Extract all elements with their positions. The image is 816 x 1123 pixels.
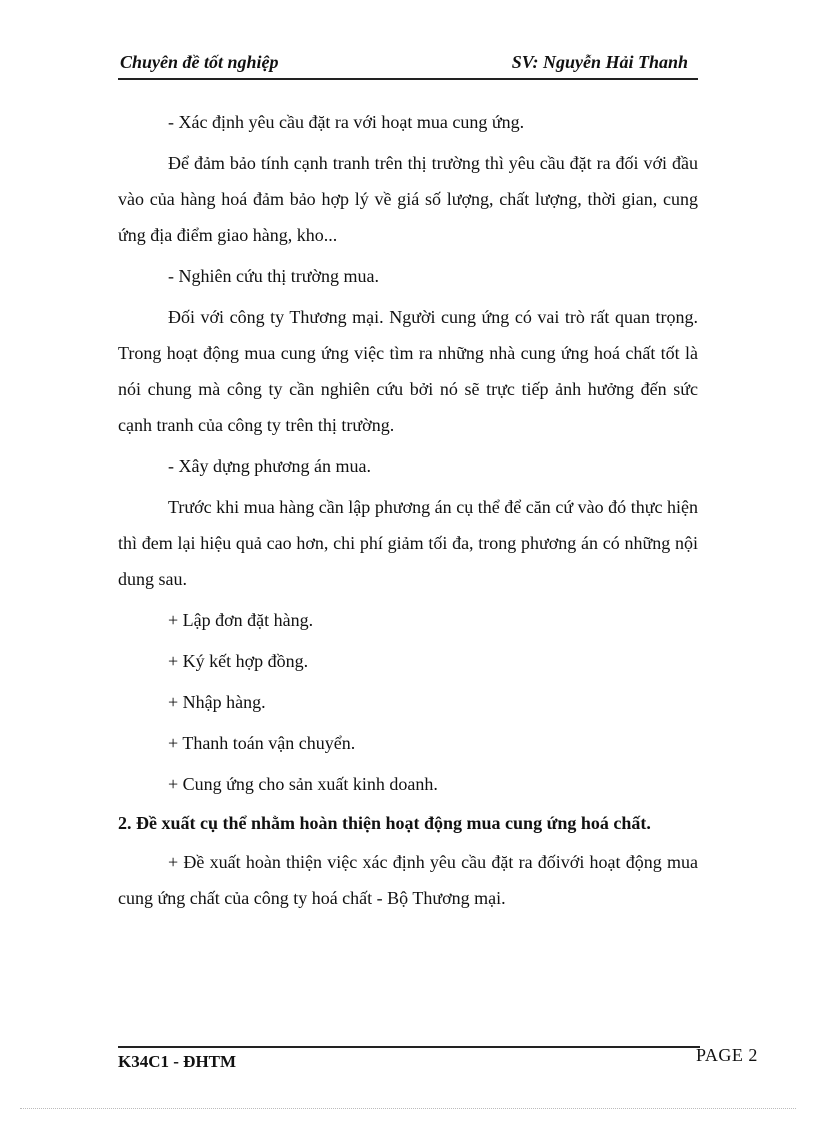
list-item: + Thanh toán vận chuyển. bbox=[168, 733, 356, 753]
footer-course: K34C1 - ĐHTM bbox=[118, 1052, 237, 1071]
document-body bbox=[118, 104, 698, 921]
list-item: + Ký kết hợp đồng. bbox=[168, 651, 309, 671]
page-number: PAGE 2 bbox=[696, 1045, 758, 1065]
paragraph: - Xác định yêu cầu đặt ra với hoạt mua cung ứng. bbox=[168, 112, 525, 132]
list-item: + Cung ứng cho sản xuất kinh doanh. bbox=[168, 774, 438, 794]
paragraph: Trước khi mua hàng cần lập phương án cụ thể để căn cứ vào đó thực hiện thì đem lại hiệu quả cao hơn, chi phí giảm tối đa, trong phương án có những nội dung sau. bbox=[118, 497, 698, 589]
paragraph: - Nghiên cứu thị trường mua. bbox=[168, 266, 379, 286]
paragraph: - Xây dựng phương án mua. bbox=[168, 456, 371, 476]
header-title: Chuyên đề tốt nghiệp bbox=[120, 52, 279, 72]
page-header bbox=[118, 50, 698, 80]
paragraph: Để đảm bảo tính cạnh tranh trên thị trường thì yêu cầu đặt ra đối với đầu vào của hàng hoá đảm bảo hợp lý về giá số lượng, chất lượng, thời gian, cung ứng địa điểm giao hàng, kho... bbox=[118, 153, 698, 245]
paragraph: + Đề xuất hoàn thiện việc xác định yêu cầu đặt ra đốivới hoạt động mua cung ứng chất của công ty hoá chất - Bộ Thương mại. bbox=[118, 852, 698, 908]
list-item: + Nhập hàng. bbox=[168, 692, 266, 712]
header-author: SV: Nguyễn Hải Thanh bbox=[511, 52, 688, 72]
section-heading: 2. Đề xuất cụ thể nhằm hoàn thiện hoạt động mua cung ứng hoá chất. bbox=[118, 813, 651, 833]
list-item: + Lập đơn đặt hàng. bbox=[168, 610, 314, 630]
paragraph: Đối với công ty Thương mại. Người cung ứng có vai trò rất quan trọng. Trong hoạt động mua cung ứng việc tìm ra những nhà cung ứng hoá chất tốt là nói chung mà công ty cần nghiên cứu bởi nó sẽ trực tiếp ảnh hưởng đến sức cạnh tranh của công ty trên thị trường. bbox=[118, 307, 698, 435]
footer-divider bbox=[118, 1046, 700, 1048]
page-boundary bbox=[20, 1108, 796, 1109]
